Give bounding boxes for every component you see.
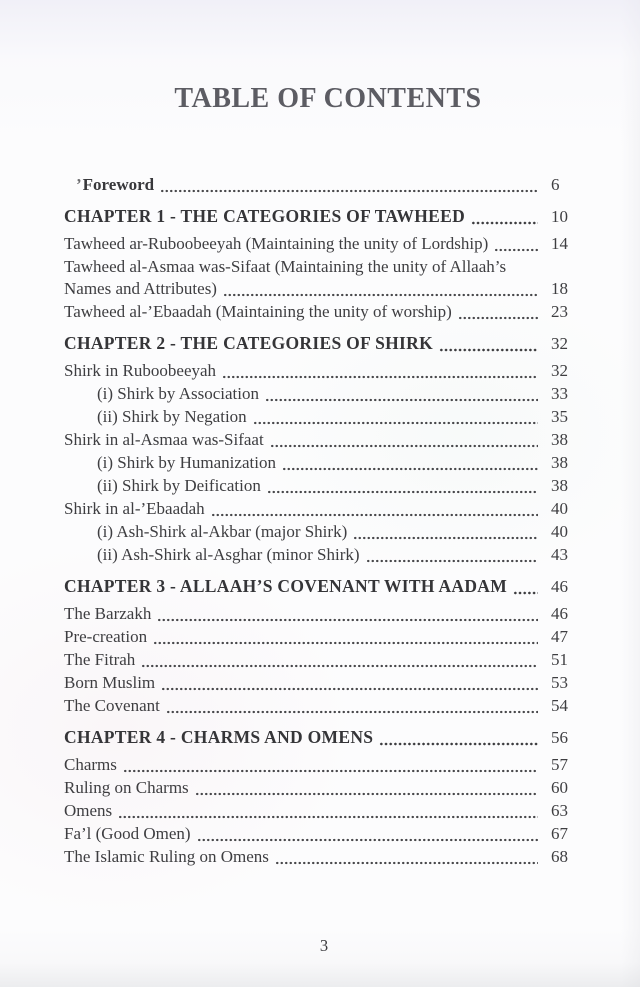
toc-entry-label: (ii) Shirk by Negation: [97, 406, 247, 426]
toc-entry-label: Tawheed al-’Ebaadah (Maintaining the unity of worship): [64, 301, 452, 321]
toc-entry: [64, 497, 569, 520]
page-title: TABLE OF CONTENTS: [174, 83, 482, 114]
toc-entry-label: CHAPTER 4 - CHARMS AND OMENS: [64, 726, 374, 747]
page-number: 3: [319, 936, 329, 955]
toc-entry-label: The Covenant: [64, 695, 160, 715]
toc-entry: [64, 405, 569, 428]
toc-entry-page: 47: [551, 626, 568, 646]
dot-leader: [157, 618, 538, 622]
toc-entry-label: (i) Shirk by Association: [97, 383, 259, 403]
toc-entry-label: (ii) Shirk by Deification: [97, 475, 261, 495]
dot-leader: [223, 293, 538, 297]
dot-leader: [513, 591, 538, 595]
toc-entry: [64, 300, 569, 323]
dot-leader: [275, 861, 538, 865]
toc-entry: [64, 822, 569, 845]
dot-leader: [366, 559, 538, 563]
toc-entry: [64, 845, 569, 868]
toc-entry-page: 67: [551, 823, 568, 843]
toc-list: [64, 173, 569, 868]
toc-entry-page: 38: [551, 452, 568, 472]
toc-entry-label: Omens: [64, 800, 113, 820]
toc-entry-label: Charms: [64, 754, 117, 774]
toc-entry: [64, 451, 569, 474]
toc-chapter-entry: [64, 575, 569, 598]
toc-entry: [64, 173, 569, 196]
toc-entry-label: CHAPTER 2 - THE CATEGORIES OF SHIRK: [64, 332, 433, 353]
dot-leader: [160, 189, 538, 193]
dot-leader: [123, 769, 538, 773]
dot-leader: [211, 513, 538, 517]
toc-entry-label: (i) Shirk by Humanization: [97, 452, 276, 472]
toc-entry-page: 38: [551, 475, 568, 495]
toc-entry: [64, 602, 569, 625]
toc-entry-label: (i) Ash-Shirk al-Akbar (major Shirk): [97, 521, 348, 541]
dot-leader: [166, 710, 538, 714]
dot-leader: [353, 536, 538, 540]
toc-entry-label: Ruling on Charms: [64, 777, 189, 797]
toc-entry-label: CHAPTER 1 - THE CATEGORIES OF TAWHEED: [64, 205, 466, 226]
dot-leader: [195, 792, 538, 796]
dot-leader: [267, 490, 538, 494]
toc-entry-label: Pre-creation: [64, 626, 148, 646]
toc-entry-label: CHAPTER 3 - ALLAAH’S COVENANT WITH AADAM: [64, 575, 508, 596]
toc-entry-page: 54: [551, 695, 568, 715]
toc-entry-page: 14: [551, 233, 568, 253]
toc-entry-page: 60: [551, 777, 568, 797]
toc-entry-page: 38: [551, 429, 568, 449]
toc-entry-label: Shirk in al-Asmaa was-Sifaat: [64, 429, 264, 449]
toc-entry: [64, 671, 569, 694]
toc-entry-page: 23: [551, 301, 568, 321]
toc-entry-page: 40: [551, 498, 568, 518]
toc-entry-page: 43: [551, 544, 568, 564]
toc-entry-page: 32: [551, 360, 568, 380]
toc-chapter-entry: [64, 726, 569, 749]
toc-entry: [64, 520, 569, 543]
dot-leader: [197, 838, 538, 842]
toc-entry-page: 53: [551, 672, 568, 692]
toc-entry-page: 40: [551, 521, 568, 541]
dot-leader: [222, 375, 538, 379]
toc-entry: [64, 428, 569, 451]
toc-entry-page: 57: [551, 754, 568, 774]
toc-entry: [64, 648, 569, 671]
toc-entry-page: 63: [551, 800, 568, 820]
toc-entry-page: 18: [551, 278, 568, 298]
toc-entry: [64, 255, 569, 300]
toc-entry-label: Names and Attributes): [64, 278, 217, 298]
scan-artifact-mark: ’: [76, 174, 82, 194]
dot-leader: [265, 398, 538, 402]
toc-entry-label: Tawheed al-Asmaa was-Sifaat (Maintaining the unity of Allaah’s: [64, 256, 507, 276]
toc-entry: [64, 694, 569, 717]
dot-leader: [118, 815, 538, 819]
toc-entry-page: 46: [551, 576, 568, 596]
toc-entry-label: Shirk in al-’Ebaadah: [64, 498, 205, 518]
toc-entry-label: Foreword: [82, 174, 155, 194]
toc-entry: [64, 474, 569, 497]
toc-chapter-entry: [64, 332, 569, 355]
toc-entry-label: The Islamic Ruling on Omens: [64, 846, 269, 866]
toc-entry-page: 10: [551, 206, 568, 226]
dot-leader: [282, 467, 538, 471]
toc-entry: [64, 753, 569, 776]
toc-entry-page: 51: [551, 649, 568, 669]
toc-entry-page: 32: [551, 333, 568, 353]
dot-leader: [439, 348, 538, 352]
toc-entry: [64, 799, 569, 822]
toc-entry-label: Born Muslim: [64, 672, 156, 692]
toc-entry-label: The Fitrah: [64, 649, 136, 669]
dot-leader: [494, 248, 538, 252]
toc-entry-label: Fa’l (Good Omen): [64, 823, 191, 843]
toc-entry: [64, 625, 569, 648]
dot-leader: [253, 421, 538, 425]
toc-entry-label: Shirk in Ruboobeeyah: [64, 360, 217, 380]
toc-entry-label: Tawheed ar-Ruboobeeyah (Maintaining the unity of Lordship): [64, 233, 489, 253]
dot-leader: [161, 687, 538, 691]
toc-entry-label: (ii) Ash-Shirk al-Asghar (minor Shirk): [97, 544, 360, 564]
toc-entry-page: 46: [551, 603, 568, 623]
dot-leader: [379, 742, 538, 746]
toc-entry: [64, 776, 569, 799]
toc-entry-page: 68: [551, 846, 568, 866]
dot-leader: [458, 316, 538, 320]
dot-leader: [471, 221, 538, 225]
toc-entry-page: 6: [551, 174, 560, 194]
toc-entry: [64, 543, 569, 566]
dot-leader: [270, 444, 538, 448]
dot-leader: [153, 641, 538, 645]
toc-entry: [64, 232, 569, 255]
toc-entry: [64, 382, 569, 405]
toc-entry-page: 35: [551, 406, 568, 426]
toc-entry-page: 56: [551, 727, 568, 747]
dot-leader: [141, 664, 538, 668]
toc-chapter-entry: [64, 205, 569, 228]
toc-entry: [64, 359, 569, 382]
toc-entry-page: 33: [551, 383, 568, 403]
toc-entry-label: The Barzakh: [64, 603, 152, 623]
